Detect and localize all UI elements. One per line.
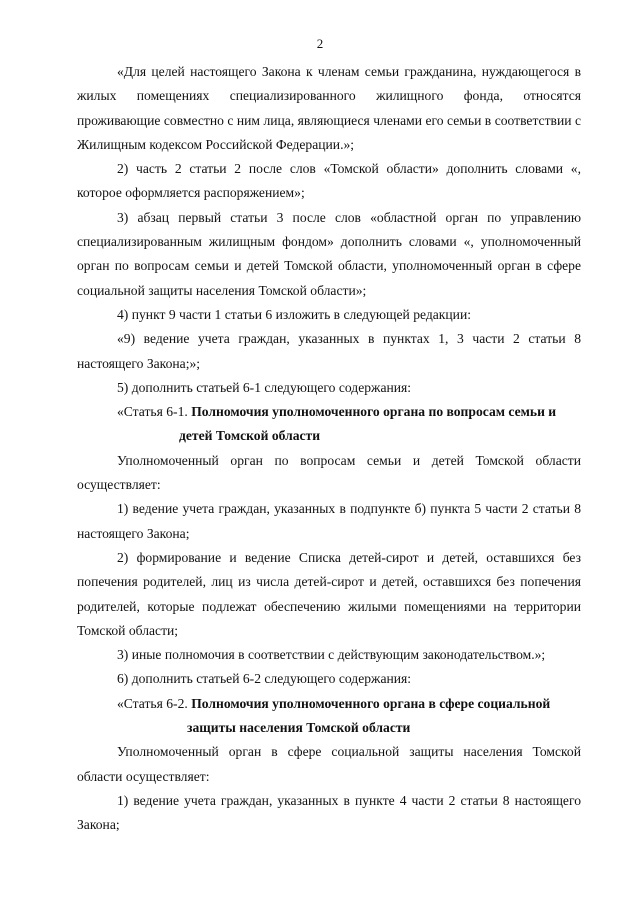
paragraph: Уполномоченный орган по вопросам семьи и детей Томской области осуществляет:: [77, 452, 581, 493]
article-6-1-prefix: «Статья 6-1.: [117, 404, 188, 420]
paragraph: 3) абзац первый статьи 3 после слов «областной орган по управлению специализированным жилищным фондом» дополнить словами «, уполномоченный орган по вопросам семьи и детей Томской области, уполномоченный орган в сфере социальной защиты населения Томской области»;: [77, 209, 581, 298]
article-6-2-heading: [77, 692, 581, 741]
article-6-2-prefix: «Статья 6-2.: [117, 695, 188, 711]
paragraph: 3) иные полномочия в соответствии с действующим законодательством.»;: [117, 647, 546, 663]
paragraph: 2) формирование и ведение Списка детей-сирот и детей, оставшихся без попечения родителей, лиц из числа детей-сирот и детей, оставшихся без попечения родителей, которые подлежат обеспечению жилыми помещениями на территории Томской области;: [77, 549, 581, 638]
paragraph: 4) пункт 9 части 1 статьи 6 изложить в следующей редакции:: [117, 306, 472, 322]
article-6-1-title-line2: детей Томской области: [179, 428, 321, 444]
article-6-1-title-line1: Полномочия уполномоченного органа по вопросам семьи и: [191, 404, 557, 420]
article-6-2-title-line1: Полномочия уполномоченного органа в сфере социальной: [191, 695, 551, 711]
document-body: [77, 60, 581, 838]
page-number: 2: [316, 36, 324, 51]
paragraph: 2) часть 2 статьи 2 после слов «Томской области» дополнить словами «, которое оформляется распоряжением»;: [77, 161, 581, 201]
paragraph: 1) ведение учета граждан, указанных в пункте 4 части 2 статьи 8 настоящего Закона;: [77, 792, 581, 833]
paragraph: «9) ведение учета граждан, указанных в пунктах 1, 3 части 2 статьи 8 настоящего Закона;»;: [77, 331, 581, 371]
paragraph: 6) дополнить статьей 6-2 следующего содержания:: [117, 671, 412, 687]
paragraph: «Для целей настоящего Закона к членам семьи гражданина, нуждающегося в жилых помещениях специализированного жилищного фонда, относятся проживающие совместно с ним лица, являющиеся членами его семьи в соответствии с Жилищным кодексом Российской Федерации.»;: [77, 64, 581, 152]
paragraph: Уполномоченный орган в сфере социальной защиты населения Томской области осуществляет:: [77, 744, 581, 784]
article-6-1-heading: [77, 400, 581, 449]
paragraph: 5) дополнить статьей 6-1 следующего содержания:: [117, 379, 412, 395]
article-6-2-title-line2: защиты населения Томской области: [187, 720, 411, 736]
paragraph: 1) ведение учета граждан, указанных в подпункте б) пункта 5 части 2 статьи 8 настоящего Закона;: [77, 501, 581, 541]
